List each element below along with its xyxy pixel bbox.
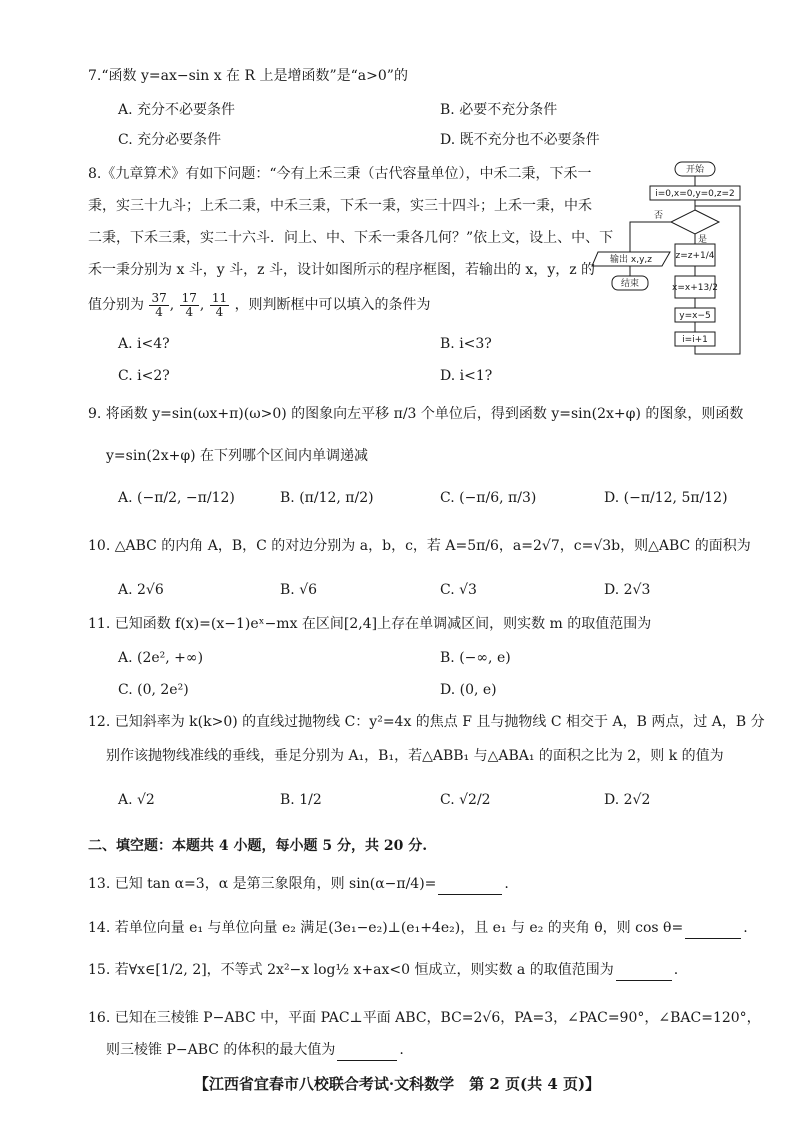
q10-option-d: D. 2√3 — [604, 582, 651, 598]
q7-option-b: B. 必要不充分条件 — [440, 102, 558, 118]
q14-text: 14. 若单位向量 e₁ 与单位向量 e₂ 满足(3e₁−e₂)⊥(e₁+4e₂)，且 e₁ 与 e₂ 的夹角 θ，则 cos θ= — [88, 920, 684, 936]
q14-stem: 14. 若单位向量 e₁ 与单位向量 e₂ 满足(3e₁−e₂)⊥(e₁+4e₂)，且 e₁ 与 e₂ 的夹角 θ，则 cos θ= . — [88, 918, 748, 939]
q9-option-c: C. (−π/6, π/3) — [440, 490, 537, 506]
q8-frac2-den: 4 — [185, 304, 194, 319]
page-footer: 【江西省宜春市八校联合考试·文科数学 第 2 页(共 4 页)】 — [193, 1075, 601, 1093]
q8-line-5-suffix: ，则判断框中可以填入的条件为 — [234, 297, 431, 313]
q12-option-c: C. √2/2 — [440, 792, 491, 808]
q8-frac3-num: 11 — [211, 290, 228, 305]
q14-answer-blank — [685, 918, 741, 939]
q12-line-1: 12. 已知斜率为 k(k>0) 的直线过抛物线 C：y²=4x 的焦点 F 且与抛物线 C 相交于 A，B 两点，过 A，B 分 — [88, 714, 765, 730]
q16-line-1: 16. 已知在三棱锥 P−ABC 中，平面 PAC⊥平面 ABC，BC=2√6，PA=3，∠PAC=90°，∠BAC=120°， — [88, 1010, 761, 1026]
q11-option-c: C. (0, 2e²) — [118, 682, 189, 698]
q12-option-a: A. √2 — [118, 792, 155, 808]
q8-option-c: C. i<2? — [118, 368, 170, 384]
program-flowchart — [592, 160, 752, 360]
q9-option-a: A. (−π/2, −π/12) — [118, 490, 235, 506]
flowchart-step4-text: i=i+1 — [682, 335, 708, 345]
q8-frac2-num: 17 — [181, 290, 197, 305]
q16-answer-blank — [337, 1040, 397, 1061]
q9-line-1: 9. 将函数 y=sin(ωx+π)(ω>0) 的图象向左平移 π/3 个单位后，得到函数 y=sin(2x+φ) 的图象，则函数 — [88, 406, 744, 422]
q16-line-2: 则三棱锥 P−ABC 的体积的最大值为 . — [106, 1040, 404, 1061]
q8-line-1: 8.《九章算术》有如下问题：“今有上禾三秉（古代容量单位），中禾二秉，下禾一 — [88, 166, 592, 182]
q10-option-a: A. 2√6 — [118, 582, 164, 598]
q15-stem: 15. 若∀x∈[1/2, 2]，不等式 2x²−x log½ x+ax<0 恒成立，则实数 a 的取值范围为 . — [88, 960, 678, 981]
flowchart-no-arrow — [630, 222, 671, 252]
q8-line-5: 值分别为 $\frac{37}{4}$ , $\frac{17}{4}$ , $\frac{11}{4}$ ，则判断框中可以填入的条件为 — [88, 290, 431, 319]
q8-frac1-num: 37 — [151, 290, 167, 305]
q15-text: 15. 若∀x∈[1/2, 2]，不等式 2x²−x log½ x+ax<0 恒成立，则实数 a 的取值范围为 — [88, 962, 614, 978]
q8-fraction-y — [180, 292, 199, 319]
q9-line-2: y=sin(2x+φ) 在下列哪个区间内单调递减 — [106, 448, 369, 464]
flowchart-start-text: 开始 — [685, 165, 705, 175]
q12-line-2: 别作该抛物线准线的垂线，垂足分别为 A₁，B₁，若△ABB₁ 与△ABA₁ 的面积之比为 2，则 k 的值为 — [106, 748, 724, 764]
q16-text: 则三棱锥 P−ABC 的体积的最大值为 — [106, 1042, 336, 1058]
q10-option-c: C. √3 — [440, 582, 477, 598]
q9-option-d: D. (−π/12, 5π/12) — [604, 490, 728, 506]
q11-option-b: B. (−∞, e) — [440, 650, 511, 666]
q11-option-d: D. (0, e) — [440, 682, 497, 698]
q7-stem: 7.“函数 y=ax−sin x 在 R 上是增函数”是“a>0”的 — [88, 68, 408, 84]
q7-option-a: A. 充分不必要条件 — [118, 102, 236, 118]
q8-fraction-z — [210, 292, 229, 319]
q8-fraction-x — [149, 292, 168, 319]
flowchart-step1-text: z=z+1/4 — [675, 251, 715, 261]
q8-frac3-den: 4 — [215, 304, 224, 319]
q12-option-d: D. 2√2 — [604, 792, 651, 808]
q9-option-b: B. (π/12, π/2) — [280, 490, 374, 506]
q8-option-a: A. i<4? — [118, 336, 170, 352]
q8-line-4: 禾一秉分别为 x 斗，y 斗，z 斗，设计如图所示的程序框图，若输出的 x，y，z 的 — [88, 262, 596, 278]
flowchart-yes-label: 是 — [698, 235, 708, 245]
flowchart-output-text: 输出 x,y,z — [610, 255, 652, 265]
flowchart-end-text: 结束 — [620, 279, 640, 289]
q13-answer-blank — [438, 874, 502, 895]
q11-stem: 11. 已知函数 f(x)=(x−1)eˣ−mx 在区间[2,4]上存在单调减区间，则实数 m 的取值范围为 — [88, 616, 652, 632]
q12-option-b: B. 1/2 — [280, 792, 322, 808]
q8-line-3: 二秉，下禾三秉，实二十六斗．问上、中、下禾一秉各几何？”依上文，设上、中、下 — [88, 230, 614, 246]
q11-option-a: A. (2e², +∞) — [118, 650, 204, 666]
q8-line-2: 秉，实三十九斗；上禾二秉，中禾三秉，下禾一秉，实三十四斗；上禾一秉，中禾 — [88, 198, 592, 214]
q13-text: 13. 已知 tan α=3，α 是第三象限角，则 sin(α−π/4)= — [88, 876, 437, 892]
q8-option-d: D. i<1? — [440, 368, 493, 384]
q8-option-b: B. i<3? — [440, 336, 492, 352]
q7-option-c: C. 充分必要条件 — [118, 132, 222, 148]
q8-frac1-den: 4 — [155, 304, 163, 319]
q10-option-b: B. √6 — [280, 582, 318, 598]
q10-stem: 10. △ABC 的内角 A，B，C 的对边分别为 a，b，c，若 A=5π/6，a=2√7，c=√3b，则△ABC 的面积为 — [88, 538, 751, 554]
flowchart-init-text: i=0,x=0,y=0,z=2 — [655, 189, 735, 199]
flowchart-no-label: 否 — [654, 211, 664, 221]
flowchart-decision-diamond — [671, 210, 719, 234]
q8-line-5-prefix: 值分别为 — [88, 297, 144, 313]
flowchart-step2-text: x=x+13/2 — [672, 283, 718, 293]
q13-stem: 13. 已知 tan α=3，α 是第三象限角，则 sin(α−π/4)= . — [88, 874, 509, 895]
q15-answer-blank — [616, 960, 672, 981]
flowchart-step3-text: y=x−5 — [679, 311, 711, 321]
section-2-heading: 二、填空题：本题共 4 小题，每小题 5 分，共 20 分. — [88, 838, 428, 854]
flowchart-svg — [592, 160, 752, 360]
q7-option-d: D. 既不充分也不必要条件 — [440, 132, 600, 148]
